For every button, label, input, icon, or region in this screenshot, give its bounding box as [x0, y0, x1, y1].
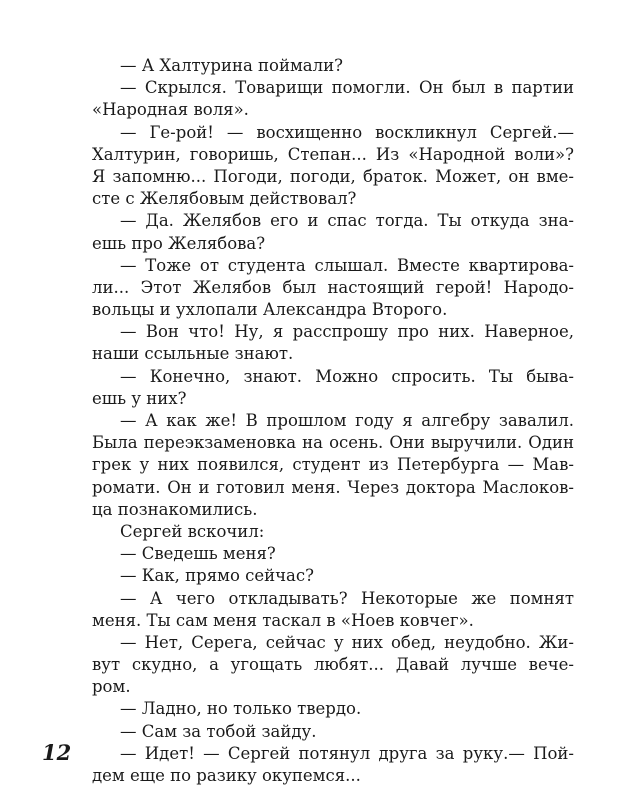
text-line: ешь у них?: [92, 388, 187, 408]
text-line: вут скудно, а угощать любят... Давай лучше вече-: [92, 655, 574, 675]
text-line: — Как, прямо сейчас?: [120, 566, 314, 586]
text-line: — Ге-рой! — восхищенно воскликнул Сергей.—: [120, 122, 574, 142]
text-line: — Тоже от студента слышал. Вместе квартирова-: [120, 255, 574, 275]
text-line: дем еще по разику окупемся...: [92, 766, 361, 785]
text-line: — Сам за тобой зайду.: [120, 721, 317, 741]
text-line: — А Халтурина поймали?: [120, 56, 343, 75]
text-line: ром.: [92, 677, 131, 697]
text-line: ромати. Он и готовил меня. Через доктора Маслоков-: [92, 477, 574, 497]
text-line: грек у них появился, студент из Петербурга — Мав-: [92, 455, 574, 475]
text-line: ца познакомились.: [92, 499, 258, 519]
text-line: наши ссыльные знают.: [92, 344, 294, 364]
text-line: — А чего откладывать? Некоторые же помнят: [120, 588, 574, 608]
text-line: «Народная воля».: [92, 100, 249, 120]
text-line: Халтурин, говоришь, Степан... Из «Народной воли»?: [92, 144, 574, 164]
text-line: вольцы и ухлопали Александра Второго.: [92, 300, 448, 320]
text-line: меня. Ты сам меня таскал в «Ноев ковчег».: [92, 610, 474, 630]
text-line: — Вон что! Ну, я расспрошу про них. Наверное,: [120, 322, 574, 342]
page-number: 12: [42, 740, 72, 765]
text-line: — Скрылся. Товарищи помогли. Он был в партии: [120, 78, 574, 98]
text-line: — Да. Желябов его и спас тогда. Ты откуда зна-: [120, 211, 574, 231]
text-line: — Сведешь меня?: [120, 544, 276, 564]
text-line: ли... Этот Желябов был настоящий герой! Народо-: [92, 277, 574, 297]
text-line: — Ладно, но только твердо.: [120, 699, 362, 719]
text-line: — Нет, Серега, сейчас у них обед, неудобно. Жи-: [120, 632, 574, 652]
text-line: Сергей вскочил:: [120, 521, 265, 541]
text-line: Была переэкзаменовка на осень. Они выручили. Один: [92, 433, 574, 453]
text-line: ешь про Желябова?: [92, 233, 266, 253]
text-line: — Идет! — Сергей потянул друга за руку.— Пой-: [120, 743, 574, 763]
text-line: — Конечно, знают. Можно спросить. Ты быва-: [120, 366, 574, 386]
text-line: сте с Желябовым действовал?: [92, 189, 357, 209]
text-line: — А как же! В прошлом году я алгебру завалил.: [120, 411, 574, 430]
page-text-block: [92, 55, 574, 787]
text-line: Я запомню... Погоди, погоди, браток. Может, он вме-: [92, 166, 574, 186]
